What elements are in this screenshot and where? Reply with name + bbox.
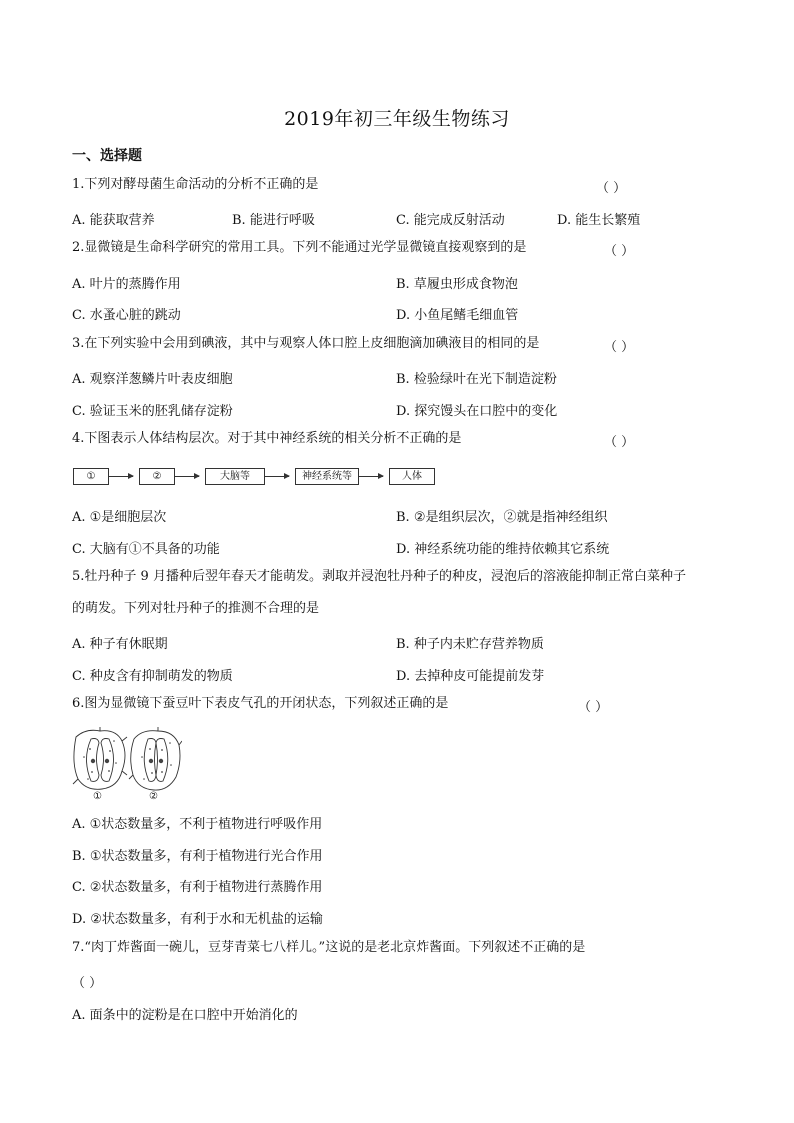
question-2-option-b: B. 草履虫形成食物泡	[396, 277, 518, 292]
question-3-option-a: A. 观察洋葱鳞片叶表皮细胞	[72, 372, 233, 387]
figure-label-1: ①	[93, 791, 102, 802]
question-3-option-b: B. 检验绿叶在光下制造淀粉	[396, 372, 557, 387]
arrow-right-icon	[175, 476, 199, 477]
flow-box-3: 大脑等	[205, 468, 265, 485]
flow-box-4: 神经系统等	[295, 468, 359, 485]
question-2-option-c: C. 水蚤心脏的跳动	[72, 308, 181, 323]
page-title: 2019年初三年级生物练习	[284, 108, 510, 130]
question-5-option-a: A. 种子有休眠期	[72, 637, 168, 652]
question-5-option-d: D. 去掉种皮可能提前发芽	[396, 669, 545, 684]
question-7-stem: 7.“肉丁炸酱面一碗儿，豆芽青菜七八样儿。”这说的是老北京炸酱面。下列叙述不正确的是	[72, 940, 586, 955]
structure-level-flowchart	[73, 467, 435, 485]
question-5-stem-line2: 的萌发。下列对牡丹种子的推测不合理的是	[72, 601, 320, 616]
question-1-option-a: A. 能获取营养	[72, 213, 155, 228]
question-1-answer-blank: （ ）	[596, 181, 627, 196]
question-5-option-b: B. 种子内未贮存营养物质	[396, 637, 544, 652]
figure-label-2: ②	[149, 791, 158, 802]
question-6-option-b: B. ①状态数量多，有利于植物进行光合作用	[72, 849, 323, 864]
question-1-option-c: C. 能完成反射活动	[396, 213, 505, 228]
question-4-option-d: D. 神经系统功能的维持依赖其它系统	[396, 542, 610, 557]
question-2-option-a: A. 叶片的蒸腾作用	[72, 277, 181, 292]
arrow-right-icon	[265, 476, 289, 477]
question-5-stem-line1: 5.牡丹种子 9 月播种后翌年春天才能萌发。剥取并浸泡牡丹种子的种皮，浸泡后的溶液能抑制正常白菜种子	[72, 569, 686, 584]
question-4-option-c: C. 大脑有①不具备的功能	[72, 542, 220, 557]
arrow-right-icon	[359, 476, 383, 477]
question-7-option-a: A. 面条中的淀粉是在口腔中开始消化的	[72, 1008, 298, 1023]
question-3-option-d: D. 探究馒头在口腔中的变化	[396, 404, 558, 419]
question-5-option-c: C. 种皮含有抑制萌发的物质	[72, 669, 233, 684]
question-7-answer-blank: （ ）	[72, 976, 103, 991]
question-6-stem: 6.图为显微镜下蚕豆叶下表皮气孔的开闭状态，下列叙述正确的是	[72, 696, 449, 711]
flow-box-2: ②	[139, 468, 175, 485]
question-6-option-c: C. ②状态数量多，有利于植物进行蒸腾作用	[72, 880, 323, 895]
question-4-answer-blank: （ ）	[604, 435, 635, 450]
question-3-answer-blank: （ ）	[604, 340, 635, 355]
flow-box-5: 人体	[389, 468, 435, 485]
question-4-stem: 4.下图表示人体结构层次。对于其中神经系统的相关分析不正确的是	[72, 431, 462, 446]
question-3-option-c: C. 验证玉米的胚乳储存淀粉	[72, 404, 233, 419]
flow-box-1: ①	[73, 468, 109, 485]
stomata-figure	[72, 727, 182, 802]
question-2-option-d: D. 小鱼尾鳍毛细血管	[396, 308, 519, 323]
question-1-stem: 1.下列对酵母菌生命活动的分析不正确的是	[72, 177, 319, 192]
arrow-right-icon	[109, 476, 133, 477]
question-4-option-a: A. ①是细胞层次	[72, 510, 167, 525]
question-6-option-a: A. ①状态数量多，不利于植物进行呼吸作用	[72, 817, 323, 832]
question-2-stem: 2.显微镜是生命科学研究的常用工具。下列不能通过光学显微镜直接观察到的是	[72, 240, 527, 255]
question-1-option-b: B. 能进行呼吸	[232, 213, 315, 228]
question-2-answer-blank: （ ）	[604, 244, 635, 259]
question-4-option-b: B. ②是组织层次，②就是指神经组织	[396, 510, 608, 525]
question-6-option-d: D. ②状态数量多，有利于水和无机盐的运输	[72, 912, 323, 927]
section-heading: 一、选择题	[72, 148, 142, 164]
question-6-answer-blank: （ ）	[578, 700, 609, 715]
question-3-stem: 3.在下列实验中会用到碘液，其中与观察人体口腔上皮细胞滴加碘液目的相同的是	[72, 336, 540, 351]
question-1-option-d: D. 能生长繁殖	[557, 213, 641, 228]
